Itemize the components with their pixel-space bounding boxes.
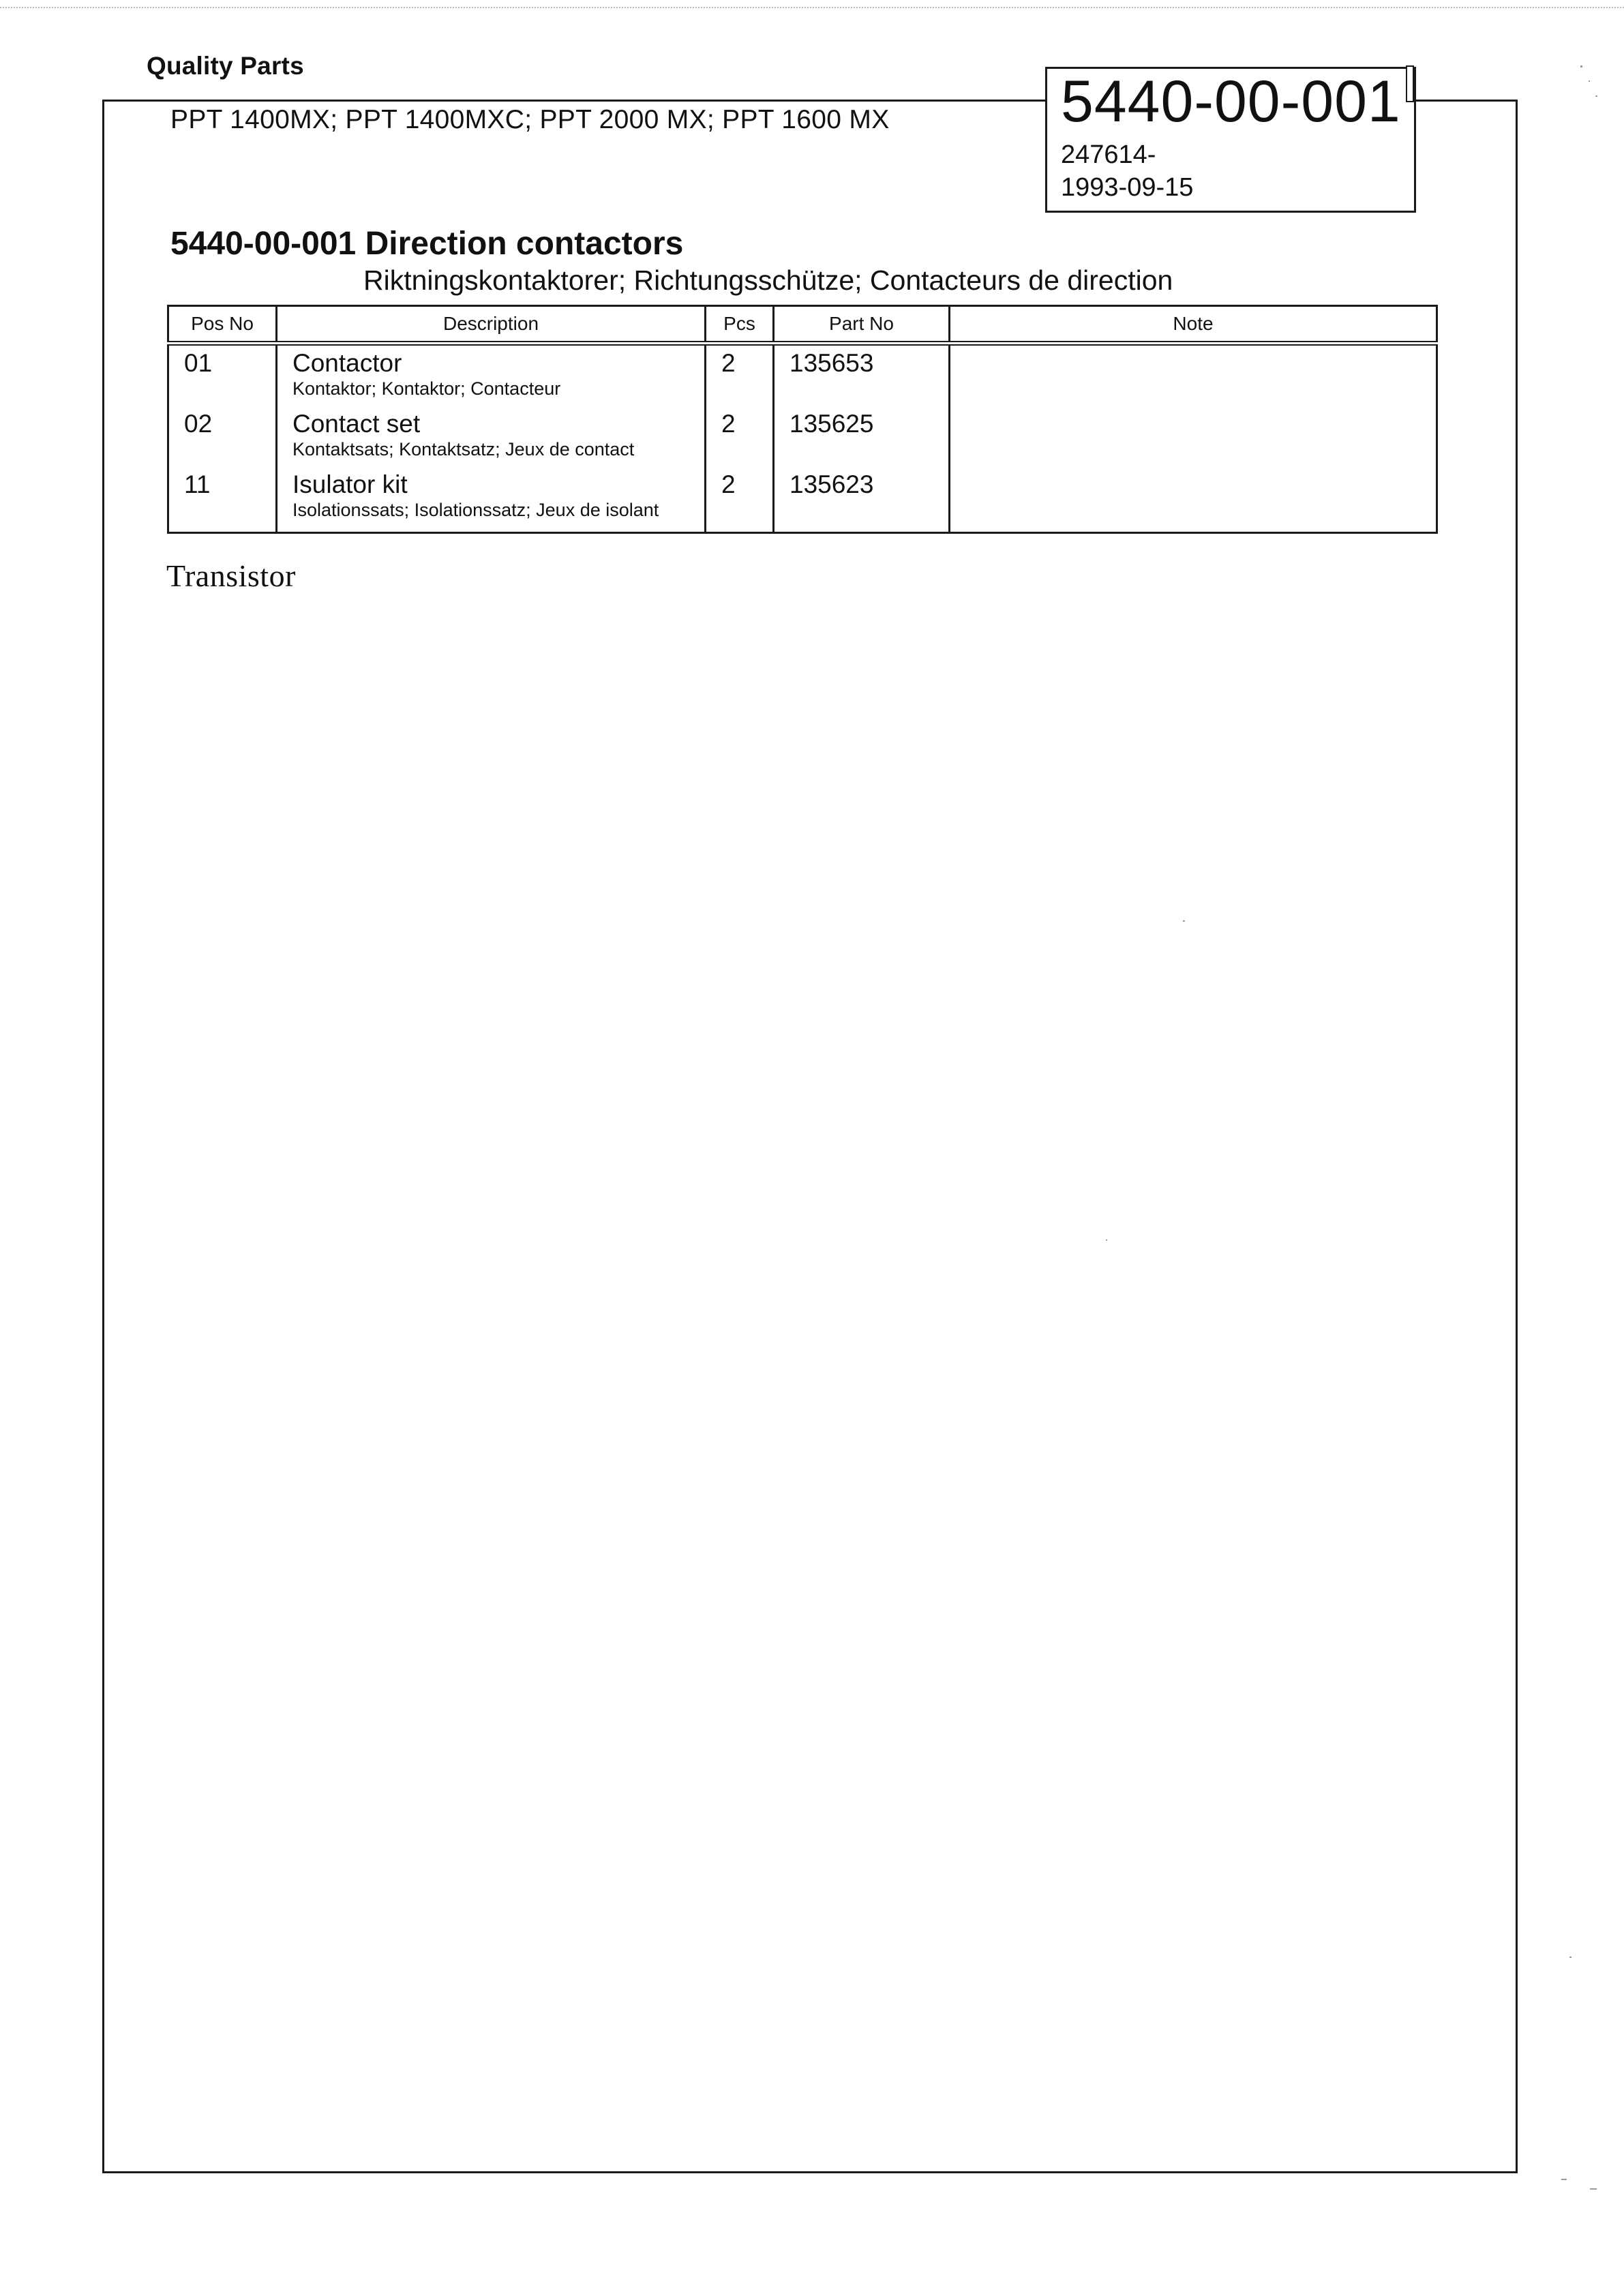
- id-box-tab: [1406, 65, 1414, 102]
- part-no-cell: [774, 344, 950, 411]
- table-row: [168, 344, 1437, 411]
- pcs-cell: [706, 344, 774, 411]
- scan-speck: [1106, 1239, 1107, 1241]
- part-no-cell: [774, 410, 950, 471]
- description-translation: Kontaktor; Kontaktor; Contacteur: [292, 378, 561, 399]
- scan-speck: [1589, 80, 1590, 82]
- part-no-value: 135623: [790, 470, 874, 498]
- table-header-row: [168, 306, 1437, 344]
- parts-table: [167, 305, 1438, 534]
- part-no-cell: [774, 471, 950, 533]
- note-cell: [950, 410, 1437, 471]
- description-translation: Isolationssats; Isolationssatz; Jeux de isolant: [292, 500, 659, 520]
- pcs-value: 2: [721, 410, 736, 438]
- scan-speck: [1595, 95, 1597, 97]
- note-cell: [950, 344, 1437, 411]
- pos-cell: [168, 344, 277, 411]
- pos-cell: [168, 471, 277, 533]
- pos-value: 02: [184, 410, 213, 438]
- description-value: Isulator kit: [292, 470, 408, 498]
- header-note: Note: [950, 306, 1437, 344]
- pcs-cell: [706, 410, 774, 471]
- part-no-value: 135625: [790, 410, 874, 438]
- note-cell: [950, 471, 1437, 533]
- pcs-value: 2: [721, 470, 736, 498]
- scan-speck: [1580, 65, 1582, 67]
- table-row: [168, 410, 1437, 471]
- scan-speck: [1183, 920, 1185, 922]
- scan-speck: [1569, 1957, 1572, 1958]
- header-part-no: Part No: [774, 306, 950, 344]
- description-value: Contact set: [292, 410, 421, 438]
- pos-cell: [168, 410, 277, 471]
- pcs-cell: [706, 471, 774, 533]
- section-subtitle: Riktningskontaktorer; Richtungsschütze; Contacteurs de direction: [363, 265, 1173, 296]
- header-pcs: Pcs: [706, 306, 774, 344]
- part-no-value: 135653: [790, 349, 874, 377]
- brand-label: Quality Parts: [147, 52, 304, 80]
- scan-edge-rule: [0, 7, 1624, 8]
- document-id-box: [1045, 67, 1416, 213]
- section-title: 5440-00-001 Direction contactors: [170, 226, 684, 262]
- header-pos-no: Pos No: [168, 306, 277, 344]
- description-cell: [277, 410, 706, 471]
- table-row: [168, 471, 1437, 533]
- document-date: 1993-09-15: [1061, 173, 1194, 202]
- scan-speck: [1561, 2179, 1567, 2180]
- pos-value: 01: [184, 349, 213, 377]
- model-list: PPT 1400MX; PPT 1400MXC; PPT 2000 MX; PPT 1600 MX: [170, 105, 890, 134]
- scan-speck: [1590, 2188, 1597, 2190]
- document-reference: 247614-: [1061, 140, 1156, 169]
- description-cell: [277, 344, 706, 411]
- pos-value: 11: [184, 470, 211, 498]
- description-translation: Kontaktsats; Kontaktsatz; Jeux de contact: [292, 439, 635, 459]
- pcs-value: 2: [721, 349, 736, 377]
- typed-note: Transistor: [166, 558, 296, 593]
- document-number: 5440-00-001: [1061, 69, 1401, 134]
- description-cell: [277, 471, 706, 533]
- description-value: Contactor: [292, 349, 402, 377]
- header-description: Description: [277, 306, 706, 344]
